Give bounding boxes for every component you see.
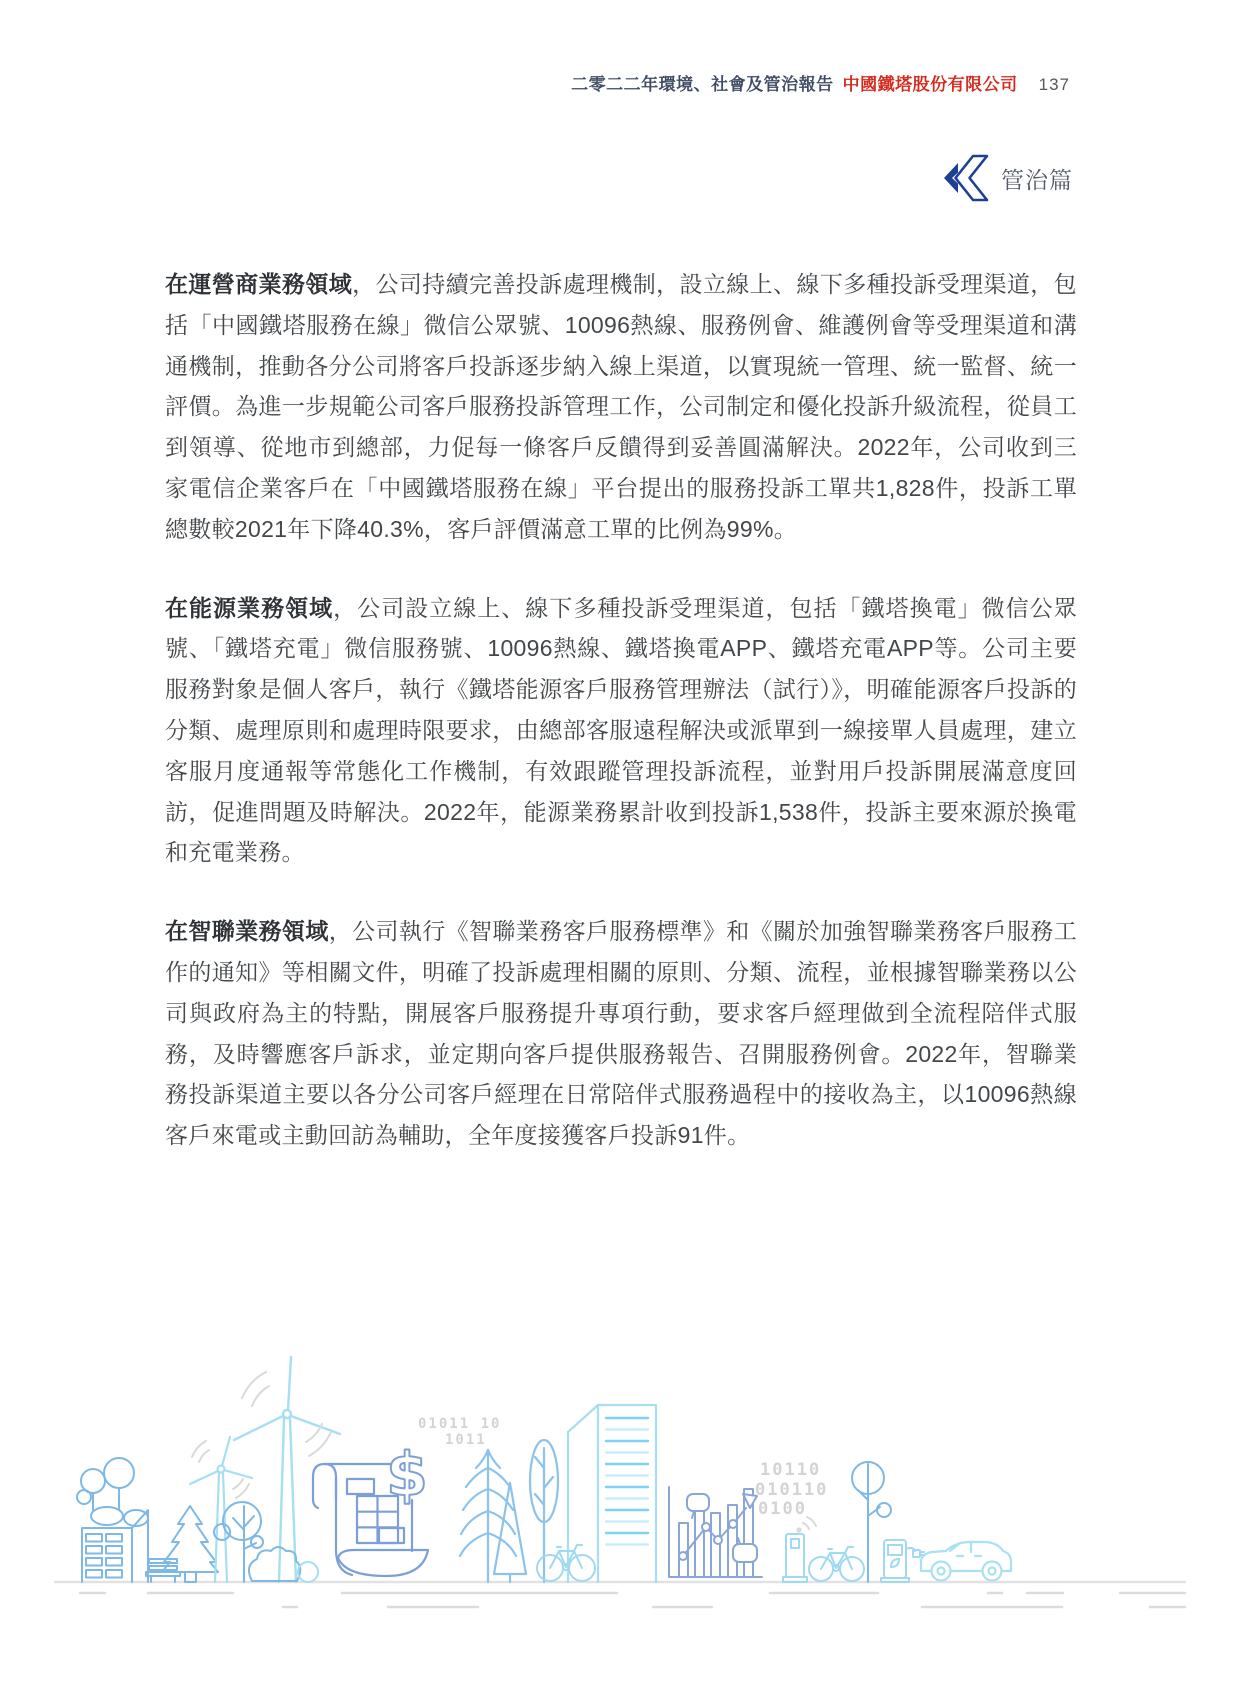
- section-marker: [938, 154, 1073, 202]
- binary-text-left: [418, 1416, 501, 1448]
- svg-text:01011 10: 01011 10: [418, 1416, 502, 1432]
- report-title: 二零二二年環境、社會及管治報告: [571, 75, 834, 94]
- page-header: [571, 70, 1070, 95]
- paragraph-text: ，公司持續完善投訴處理機制，設立線上、線下多種投訴受理渠道，包括「中國鐵塔服務在線」微信公眾號、10096熱線、服務例會、維護例會等受理渠道和溝通機制，推動各分公司將客戶投訴逐步納入線上渠道，以實現統一管理、統一監督、統一評價。為進一步規範公司客戶服務投訴管理工作，公司制定和優化投訴升級流程，從員工到領導、從地市到總部，力促每一條客戶反饋得到妥善圓滿解決。2022年，公司收到三家電信企業客戶在「中國鐵塔服務在線」平台提出的服務投訴工單共1,828件，投訴工單總數較2021年下降40.3%，客戶評價滿意工單的比例為99%。: [165, 271, 1077, 542]
- document-body: [165, 264, 1077, 1194]
- svg-text:0100: 0100: [758, 1499, 807, 1519]
- double-chevron-left-icon: [938, 154, 990, 202]
- turbine-motion-arcs: [242, 1372, 331, 1456]
- electric-car: [921, 1542, 1011, 1581]
- binary-text-right: [755, 1460, 828, 1519]
- bar-chart: [669, 1487, 762, 1577]
- bicycle-right-icon: [809, 1547, 864, 1581]
- bicycle-left-icon: [537, 1545, 595, 1581]
- paragraph-operator-business: [165, 264, 1077, 550]
- paragraph-lead: 在運營商業務領域: [165, 271, 353, 297]
- dollar-sign-icon: $: [386, 1440, 428, 1510]
- signal-pole: [783, 1534, 807, 1582]
- round-tree: [214, 1502, 263, 1582]
- paragraph-smart-business: [165, 911, 1077, 1156]
- rooftop-trees: [77, 1458, 148, 1526]
- wind-turbine-large: [234, 1357, 340, 1582]
- cityscape-illustration: [0, 1262, 1240, 1682]
- road-dashes: [80, 1593, 1185, 1607]
- company-name: 中國鐵塔股份有限公司: [842, 75, 1018, 94]
- bush: [249, 1547, 300, 1581]
- paragraph-lead: 在能源業務領域: [165, 594, 334, 621]
- turbine-motion-arcs: [192, 1441, 249, 1498]
- svg-text:010110: 010110: [755, 1480, 829, 1500]
- paragraph-text: ，公司設立線上、線下多種投訴受理渠道，包括「鐵塔換電」微信公眾號、「鐵塔充電」微信服務號、10096熱線、鐵塔換電APP、鐵塔充電APP等。公司主要服務對象是個人客戶，執行《鐵塔能源客戶服務管理辦法（試行）》，明確能源客戶投訴的分類、處理原則和處理時限要求，由總部客服遠程解決或派單到一線接單人員處理，建立客服月度通報等常態化工作機制，有效跟蹤管理投訴流程，並對用戶投訴開展滿意度回訪，促進問題及時解決。2022年，能源業務累計收到投訴1,538件，投訴主要來源於換電和充電業務。: [165, 594, 1077, 866]
- page-number: 137: [1038, 75, 1070, 94]
- section-label: 管治篇: [1001, 166, 1073, 193]
- paragraph-text: ，公司執行《智聯業務客戶服務標準》和《關於加強智聯業務客戶服務工作的通知》等相關文件，明確了投訴處理相關的原則、分類、流程，並根據智聯業務以公司與政府為主的特點，開展客戶服務提升專項行動，要求客戶經理做到全流程陪伴式服務，及時響應客戶訴求，並定期向客戶提供服務報告、召開服務例會。2022年，智聯業務投訴渠道主要以各分公司客戶經理在日常陪伴式服務過程中的接收為主，以10096熱線客戶來電或主動回訪為輔助，全年度接獲客戶投訴91件。: [165, 918, 1077, 1149]
- fir-tree: [460, 1450, 516, 1582]
- triangle-tree: [494, 1483, 526, 1582]
- small-building: [82, 1510, 148, 1582]
- wind-turbine-small: [190, 1437, 252, 1582]
- ev-charger: [881, 1540, 924, 1582]
- paragraph-lead: 在智聯業務領域: [165, 918, 329, 945]
- svg-text:1011: 1011: [445, 1432, 487, 1448]
- wifi-icon: [797, 1517, 816, 1532]
- svg-text:10110: 10110: [760, 1460, 822, 1480]
- street-tree: [852, 1462, 891, 1582]
- paragraph-energy-business: [165, 588, 1077, 874]
